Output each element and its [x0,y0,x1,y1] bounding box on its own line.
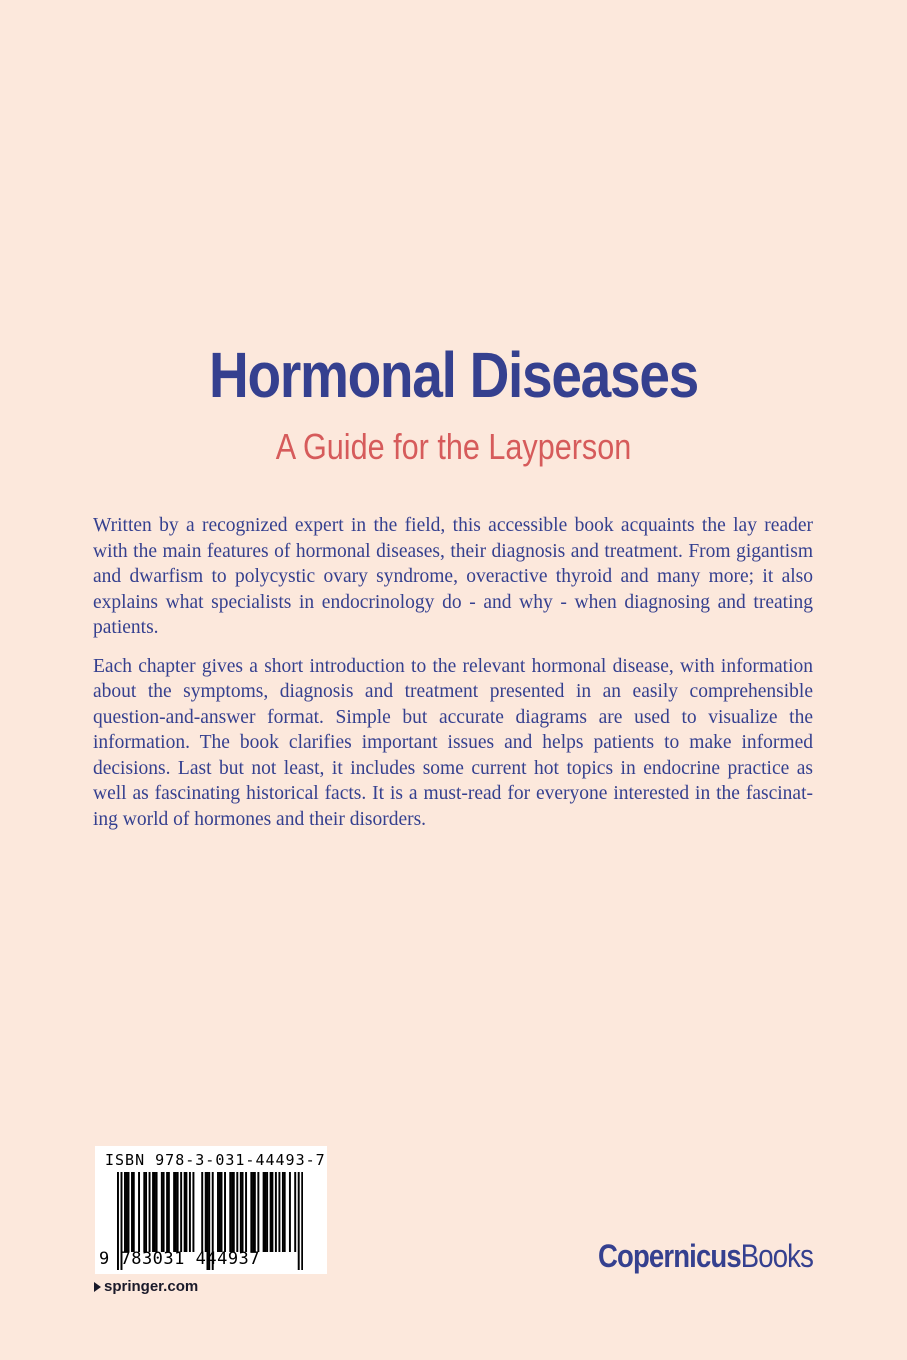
imprint-logo [598,1238,813,1275]
imprint-name-light: Books [740,1238,813,1274]
imprint-name-bold: Copernicus [598,1238,741,1274]
blurb-paragraph-2: Each chapter gives a short introduction to the relevant hormonal disease, with information about the symptoms, diagnosis and treatment presented in an easily comprehensible question-and-answer format. Simple but accurate diagrams are used to visualize the information. The book clarifies important issues and helps patients to make informed decisions. Last but not least, it includes some current hot topics in endocrine practice as well as fascinating historical facts. It is a must-read for everyone interested in the fascinating world of hormones and their disorders. [93,655,813,830]
barcode-digits: 9 783031 444937 [99,1249,261,1269]
book-title: Hormonal Diseases [209,339,698,411]
blurb-paragraph-1: Written by a recognized expert in the field, this accessible book acquaints the lay reader with the main features of hormonal diseases, their diagnosis and treatment. From gigantism and dwarfism to polycystic ovary syndrome, overactive thyroid and many more; it also explains what specialists in endocrinology do - and why - when diagnosing and treating patients. [93,515,813,638]
arrow-right-icon [94,1282,101,1292]
publisher-url-text: springer.com [104,1278,199,1295]
isbn-label: ISBN 978-3-031-44493-7 [105,1151,326,1169]
book-subtitle: A Guide for the Layperson [275,426,632,467]
isbn-barcode-box [95,1146,327,1274]
publisher-url[interactable] [94,1278,198,1295]
blurb [93,513,813,845]
